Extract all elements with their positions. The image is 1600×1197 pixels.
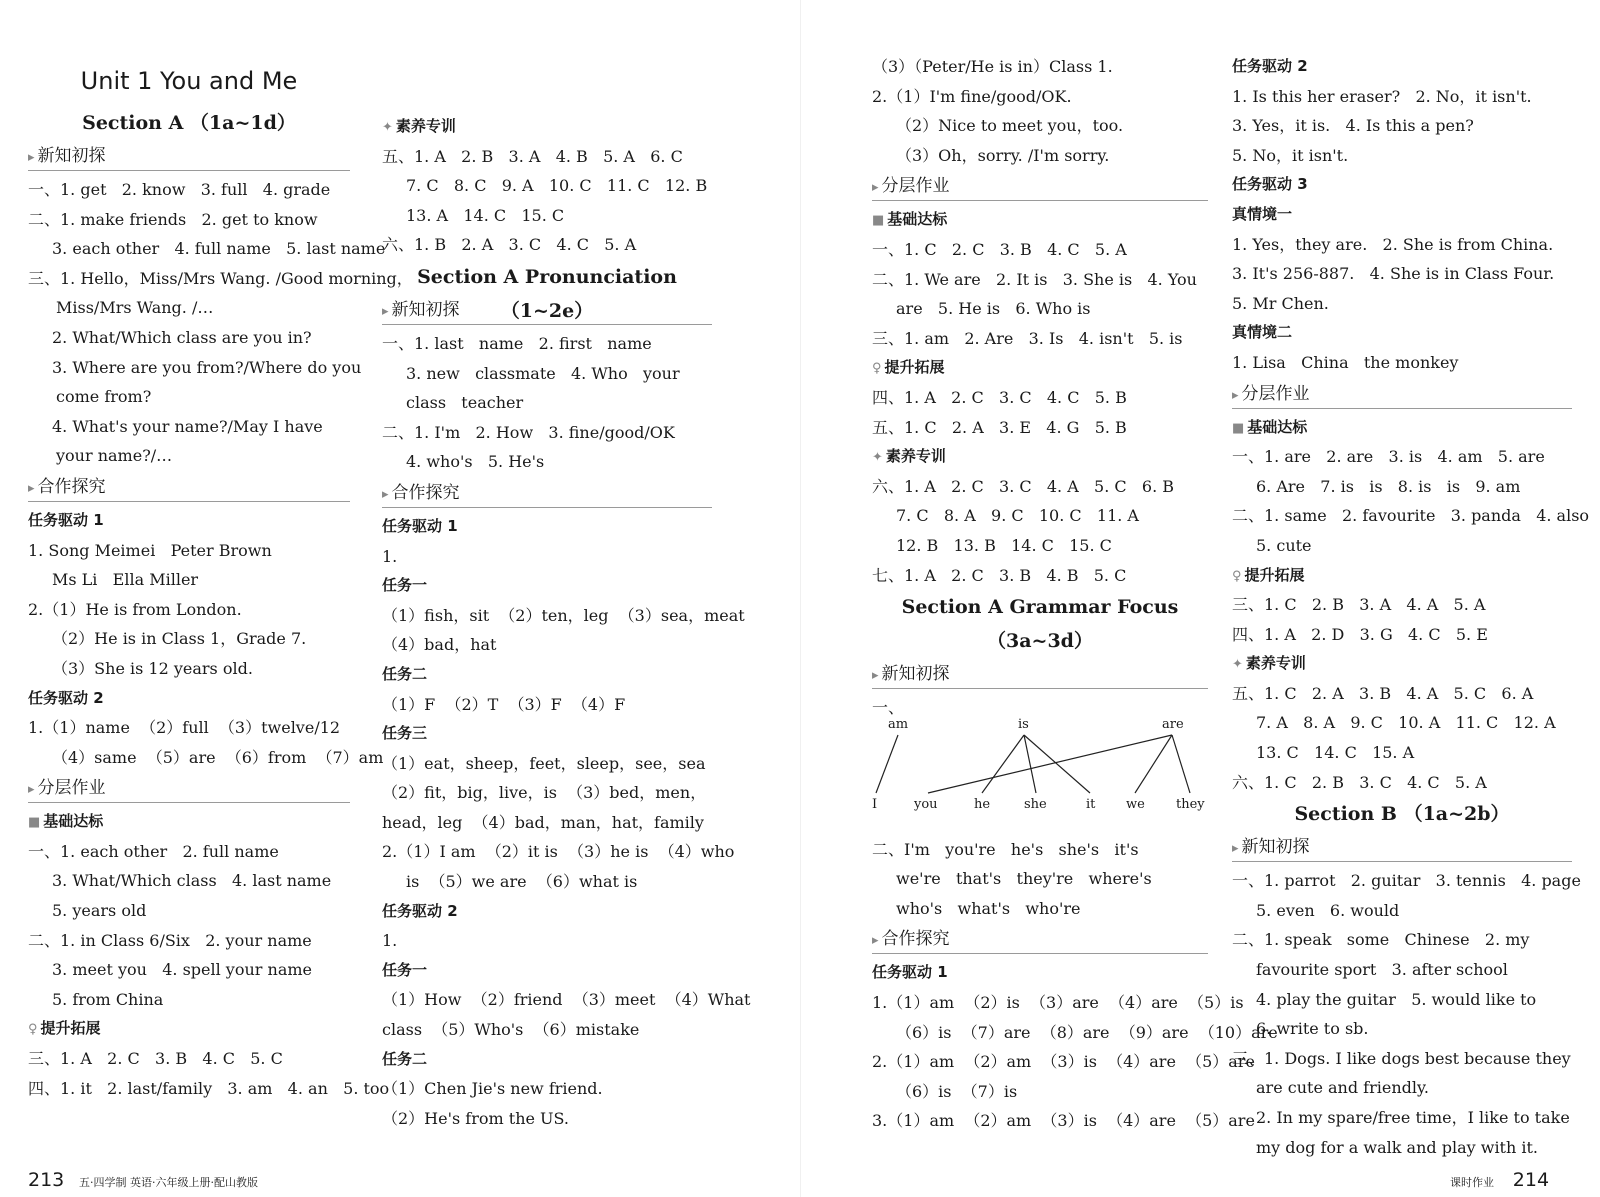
section-title: Section A （1a~1d） xyxy=(82,112,296,134)
answer-line: （1）F （2）T （3）F （4）F xyxy=(382,694,626,714)
answer-line: 二、1. make friends 2. get to know xyxy=(28,209,318,229)
section-bar-homework: ▸ 分层作业 xyxy=(28,774,350,803)
pronoun-it: it xyxy=(1086,796,1096,812)
answer-line: （3）Oh，sorry. /I'm sorry. xyxy=(896,145,1110,165)
match-line xyxy=(928,735,1172,793)
building-icon: ■ xyxy=(1232,420,1245,436)
answer-line: 一、1. last name 2. first name xyxy=(382,333,652,353)
answer-line: 六、1. B 2. A 3. C 4. C 5. A xyxy=(382,235,637,255)
page-gutter xyxy=(800,0,801,1197)
answer-line: 1. xyxy=(382,931,398,951)
answer-line: 三、1. A 2. C 3. B 4. C 5. C xyxy=(28,1049,283,1069)
page-number: 214 xyxy=(1512,1169,1550,1191)
building-icon: ■ xyxy=(28,815,41,831)
answer-line: 一、1. each other 2. full name xyxy=(28,841,279,861)
footer-label: 课时作业 xyxy=(1450,1176,1494,1189)
section-bar-homework: ▸ 分层作业 xyxy=(1232,380,1572,409)
verb-am: am xyxy=(888,716,909,732)
answer-line: 7. A 8. A 9. C 10. A 11. C 12. A xyxy=(1256,713,1556,733)
answer-line: 7. C 8. A 9. C 10. C 11. A xyxy=(896,506,1139,526)
bookmark-icon: ▸ xyxy=(872,668,879,684)
level-heading: ■ 基础达标 xyxy=(28,812,104,831)
pronoun-we: we xyxy=(1126,796,1145,812)
answer-line: 4. play the guitar 5. would like to xyxy=(1256,989,1537,1009)
answer-line: 13. C 14. C 15. A xyxy=(1256,743,1415,763)
pronoun-you: you xyxy=(914,796,938,812)
answer-line: 4. who's 5. He's xyxy=(406,452,545,472)
answer-line: （3）（Peter/He is in）Class 1. xyxy=(872,57,1113,76)
answer-line: （6）is （7）is xyxy=(896,1081,1018,1101)
lightbulb-icon: ♀ xyxy=(28,1022,38,1038)
answer-line: 1. Lisa China the monkey xyxy=(1232,352,1459,372)
task-heading: 任务驱动 1 xyxy=(382,516,458,535)
task-heading: 任务驱动 3 xyxy=(1232,175,1308,194)
answer-line: are 5. He is 6. Who is xyxy=(896,299,1091,319)
answer-line: Ms Li Ella Miller xyxy=(52,570,199,590)
matching-lines xyxy=(872,723,1208,835)
answer-line: who's what's who're xyxy=(896,898,1081,918)
answer-line: 3. Where are you from?/Where do you xyxy=(52,357,362,377)
answer-line: 5. cute xyxy=(1256,535,1312,555)
section-title: Section A Pronunciation （1~2e） xyxy=(417,265,677,322)
answer-line: 1. xyxy=(382,546,398,566)
answer-line: （4）same （5）are （6）from （7）am xyxy=(52,747,384,767)
level-heading: ✦ 素养专训 xyxy=(382,117,456,135)
answer-line: 5. years old xyxy=(52,901,147,921)
answer-line: 6. write to sb. xyxy=(1256,1019,1369,1039)
section-bar-new-knowledge: ▸ 新知初探 xyxy=(1232,833,1572,862)
bookmark-icon: ▸ xyxy=(382,486,389,502)
answer-line: 一、1. get 2. know 3. full 4. grade xyxy=(28,180,331,199)
answer-line: （4）bad，hat xyxy=(382,635,497,655)
answer-line: 1.（1）name （2）full （3）twelve/12 xyxy=(28,718,341,738)
section-bar-new-knowledge: ▸ 新知初探 xyxy=(28,142,350,171)
section-bar-cooperation: ▸ 合作探究 xyxy=(28,473,350,502)
answer-line: your name?/… xyxy=(56,446,173,466)
match-line xyxy=(876,735,898,793)
column-2 xyxy=(382,112,751,1133)
section-title: Section B （1a~2b） xyxy=(1294,803,1510,826)
bookmark-icon: ▸ xyxy=(872,180,879,196)
answer-line: 3. each other 4. full name 5. last name xyxy=(52,239,386,259)
match-line xyxy=(1172,735,1190,793)
answer-line: 5. Mr Chen. xyxy=(1232,293,1329,313)
answer-line: 2.（1）I am （2）it is （3）he is （4）who xyxy=(382,842,735,862)
answer-line: Miss/Mrs Wang. /… xyxy=(56,298,214,318)
pronoun-they: they xyxy=(1176,796,1205,812)
subtask-heading: 任务三 xyxy=(382,724,428,743)
answer-line: （1）fish，sit （2）ten，leg （3）sea，meat xyxy=(382,605,745,625)
answer-line: 三、1. C 2. B 3. A 4. A 5. A xyxy=(1232,595,1486,615)
answer-line: head，leg （4）bad，man，hat，family xyxy=(382,812,704,832)
answer-line: 5. from China xyxy=(52,989,164,1009)
star-icon: ✦ xyxy=(872,450,883,466)
answer-line: 一、1. C 2. C 3. B 4. C 5. A xyxy=(872,239,1127,259)
answer-line: （1）eat，sheep，feet，sleep，see，sea xyxy=(382,753,706,773)
answer-line: （6）is （7）are （8）are （9）are （10）are xyxy=(896,1022,1278,1042)
match-line xyxy=(1135,735,1172,793)
answer-line: 一、 xyxy=(872,698,905,718)
section-bar-cooperation: ▸ 合作探究 xyxy=(382,479,712,508)
answer-line: 3. meet you 4. spell your name xyxy=(52,960,312,980)
building-icon: ■ xyxy=(872,213,885,229)
answer-line: 二、1. I'm 2. How 3. fine/good/OK xyxy=(382,422,675,442)
task-heading: 任务驱动 2 xyxy=(28,688,104,707)
answer-line: 四、1. A 2. D 3. G 4. C 5. E xyxy=(1232,624,1488,644)
level-heading: ■ 基础达标 xyxy=(872,210,948,229)
answer-line: （2）Nice to meet you，too. xyxy=(896,116,1124,136)
section-bar-cooperation: ▸ 合作探究 xyxy=(872,925,1208,954)
answer-line: 2.（1）I'm fine/good/OK. xyxy=(872,86,1072,106)
subtask-heading: 任务一 xyxy=(382,960,428,979)
answer-line: 7. C 8. C 9. A 10. C 11. C 12. B xyxy=(406,176,708,196)
answer-line: 四、1. A 2. C 3. C 4. C 5. B xyxy=(872,387,1127,407)
answer-line: 3. What/Which class 4. last name xyxy=(52,871,332,891)
answer-line: are cute and friendly. xyxy=(1256,1078,1429,1098)
answer-line: is （5）we are （6）what is xyxy=(406,872,638,892)
answer-line: 四、1. it 2. last/family 3. am 4. an 5. too xyxy=(28,1078,390,1098)
bookmark-icon: ▸ xyxy=(28,480,35,496)
section-title: Section A Grammar Focus xyxy=(901,596,1179,619)
match-line xyxy=(982,735,1024,793)
subtask-heading: 任务二 xyxy=(382,664,428,683)
pronoun-she: she xyxy=(1024,796,1047,812)
answer-line: 3.（1）am （2）am （3）is （4）are （5）are xyxy=(872,1111,1255,1131)
answer-line: 5. No，it isn't. xyxy=(1232,145,1349,165)
answer-line: （3）She is 12 years old. xyxy=(52,658,253,678)
task-heading: 任务驱动 1 xyxy=(872,963,948,982)
answer-line: 一、1. are 2. are 3. is 4. am 5. are xyxy=(1232,447,1545,467)
answer-line: 1. Song Meimei Peter Brown xyxy=(28,540,272,560)
star-icon: ✦ xyxy=(382,120,393,135)
answer-line: my dog for a walk and play with it. xyxy=(1256,1137,1539,1157)
level-heading: ♀ 提升拓展 xyxy=(872,358,945,377)
answer-line: （2）He's from the US. xyxy=(382,1108,570,1128)
answer-line: 1. Is this her eraser? 2. No，it isn't. xyxy=(1232,86,1532,106)
section-bar-homework: ▸ 分层作业 xyxy=(872,172,1208,201)
subtask-heading: 任务一 xyxy=(382,576,428,595)
answer-line: 3. Yes，it is. 4. Is this a pen? xyxy=(1232,116,1474,136)
bookmark-icon: ▸ xyxy=(28,782,35,798)
level-heading: ✦ 素养专训 xyxy=(872,447,946,466)
lightbulb-icon: ♀ xyxy=(1232,568,1242,584)
answer-line: we're that's they're where's xyxy=(896,869,1152,889)
level-heading: ♀ 提升拓展 xyxy=(1232,565,1305,584)
answer-line: 1. Yes，they are. 2. She is from China. xyxy=(1232,234,1554,254)
answer-line: class teacher xyxy=(406,393,524,413)
book-info: 五·四学制 英语·六年级上册·配山教版 xyxy=(79,1176,259,1189)
level-heading: ✦ 素养专训 xyxy=(1232,654,1306,673)
level-heading: ♀ 提升拓展 xyxy=(28,1019,101,1038)
subtask-heading: 任务二 xyxy=(382,1049,428,1068)
answer-line: 五、1. C 2. A 3. B 4. A 5. C 6. A xyxy=(1232,683,1534,703)
scenario-heading: 真情境二 xyxy=(1232,323,1293,342)
answer-line: 2. What/Which class are you in? xyxy=(52,327,312,347)
answer-line: 3. new classmate 4. Who your xyxy=(406,363,680,383)
answer-line: 三、1. Dogs. I like dogs best because they xyxy=(1232,1048,1571,1068)
answer-line: 二、1. speak some Chinese 2. my xyxy=(1232,930,1530,950)
answer-line: 12. B 13. B 14. C 15. C xyxy=(896,535,1112,555)
scenario-heading: 真情境一 xyxy=(1232,204,1293,223)
answer-line: 二、1. We are 2. It is 3. She is 4. You xyxy=(872,269,1197,289)
matching-diagram xyxy=(872,716,1208,835)
answer-line: class （5）Who's （6）mistake xyxy=(382,1020,640,1040)
answer-line: 5. even 6. would xyxy=(1256,900,1400,920)
answer-line: 六、1. C 2. B 3. C 4. C 5. A xyxy=(1232,772,1487,792)
star-icon: ✦ xyxy=(1232,657,1243,673)
task-heading: 任务驱动 2 xyxy=(382,901,458,920)
task-heading: 任务驱动 2 xyxy=(1232,57,1308,75)
bookmark-icon: ▸ xyxy=(28,150,35,165)
bookmark-icon: ▸ xyxy=(1232,841,1239,857)
bookmark-icon: ▸ xyxy=(872,933,879,949)
answer-line: 3. It's 256-887. 4. She is in Class Four. xyxy=(1232,264,1555,284)
answer-line: 二、1. same 2. favourite 3. panda 4. also xyxy=(1232,506,1590,526)
answer-line: （1）How （2）friend （3）meet （4）What xyxy=(382,990,751,1010)
answer-line: 1.（1）am （2）is （3）are （4）are （5）is xyxy=(872,993,1244,1013)
answer-line: （2）fit，big，live，is （3）bed，men， xyxy=(382,783,707,803)
answer-line: favourite sport 3. after school xyxy=(1256,960,1508,980)
answer-line: 2.（1）He is from London. xyxy=(28,599,242,619)
task-heading: 任务驱动 1 xyxy=(28,510,104,529)
bookmark-icon: ▸ xyxy=(382,303,389,319)
answer-line: 五、1. C 2. A 3. E 4. G 5. B xyxy=(872,417,1127,437)
column-4 xyxy=(1232,52,1590,1162)
pronoun-he: he xyxy=(974,796,991,812)
page-number: 213 xyxy=(28,1169,65,1191)
answer-line: 6. Are 7. is is 8. is is 9. am xyxy=(1256,476,1521,496)
answer-line: 2.（1）am （2）am （3）is （4）are （5）are xyxy=(872,1052,1255,1072)
verb-are: are xyxy=(1162,716,1184,732)
answer-line: 4. What's your name?/May I have xyxy=(52,416,323,436)
answer-line: come from? xyxy=(56,387,152,407)
answer-line: 七、1. A 2. C 3. B 4. B 5. C xyxy=(872,565,1127,585)
verb-is: is xyxy=(1018,716,1029,732)
answer-line: 一、1. parrot 2. guitar 3. tennis 4. page xyxy=(1232,871,1581,891)
section-bar-new-knowledge: ▸ 新知初探 xyxy=(382,296,712,325)
answer-line: （1）Chen Jie's new friend. xyxy=(382,1079,603,1099)
unit-title: Unit 1 You and Me xyxy=(80,67,298,95)
answer-line: 2. In my spare/free time，I like to take xyxy=(1256,1108,1570,1127)
lightbulb-icon: ♀ xyxy=(872,361,882,377)
answer-line: 五、1. A 2. B 3. A 4. B 5. A 6. C xyxy=(382,146,683,166)
answer-line: 二、1. in Class 6/Six 2. your name xyxy=(28,930,312,950)
section-bar-new-knowledge: ▸ 新知初探 xyxy=(872,660,1208,689)
answer-line: 二、I'm you're he's she's it's xyxy=(872,839,1139,859)
left-page-footer xyxy=(28,1169,258,1191)
section-subtitle: （3a~3d） xyxy=(987,630,1093,653)
bookmark-icon: ▸ xyxy=(1232,387,1239,403)
right-page-footer xyxy=(1440,1169,1549,1191)
level-heading: ■ 基础达标 xyxy=(1232,417,1308,436)
answer-line: 三、1. Hello，Miss/Mrs Wang. /Good morning， xyxy=(28,268,413,288)
pronoun-i: I xyxy=(872,796,878,812)
answer-line: 六、1. A 2. C 3. C 4. A 5. C 6. B xyxy=(872,476,1174,496)
answer-line: 三、1. am 2. Are 3. Is 4. isn't 5. is xyxy=(872,328,1183,348)
answer-line: 13. A 14. C 15. C xyxy=(406,205,565,225)
answer-line: （2）He is in Class 1，Grade 7. xyxy=(52,629,307,649)
